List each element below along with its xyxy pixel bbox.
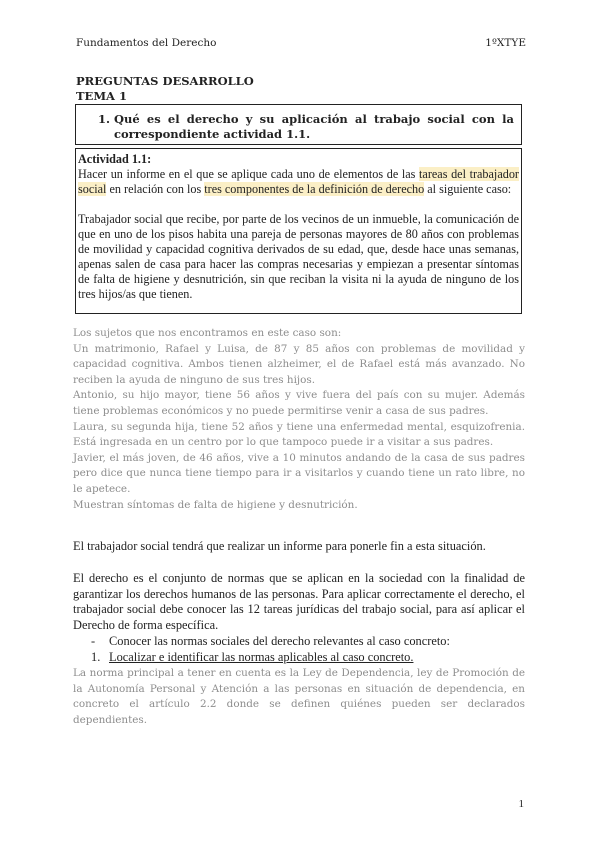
- header-group: 1ºXTYE: [485, 37, 526, 49]
- item-text: Localizar e identificar las normas aplicables al caso concreto.: [109, 650, 414, 664]
- activity-text-a: Hacer un informe en el que se aplique cada uno de elementos de las: [78, 167, 420, 181]
- report-paragraph: El trabajador social tendrá que realizar un informe para ponerle fin a esta situación.: [73, 539, 486, 553]
- subject-symptoms: Muestran síntomas de falta de higiene y desnutrición.: [73, 498, 358, 511]
- section-title: PREGUNTAS DESARROLLO: [76, 74, 254, 88]
- activity-instructions: [78, 167, 519, 197]
- definition-paragraph: El derecho es el conjunto de normas que se aplican en la sociedad con la finalidad de garantizar los derechos humanos de las personas. Para aplicar correctamente el derecho, el trabajador social debe conocer las 12 tareas jurídicas del trabajo social, para así aplicar el Derecho de forma específica.: [73, 571, 525, 632]
- bullet-dash: -: [91, 634, 96, 648]
- activity-text-c: al siguiente caso:: [424, 182, 512, 196]
- subject-couple: Un matrimonio, Rafael y Luisa, de 87 y 85 años con problemas de movilidad y capacidad cognitiva. Ambos tienen alzheimer, el de Rafael está más avanzado. No reciben la ayuda de ninguno de sus tres hijos.: [73, 342, 525, 386]
- subject-antonio: Antonio, su hijo mayor, tiene 56 años y vive fuera del país con su mujer. Además tiene problemas económicos y no puede permitirse venir a casa de sus padres.: [73, 389, 525, 417]
- subjects-intro: Los sujetos que nos encontramos en este caso son:: [73, 327, 342, 339]
- topic-title: TEMA 1: [76, 89, 127, 103]
- question-number: 1.: [98, 112, 111, 126]
- subjects-section: [73, 326, 525, 513]
- activity-label: Actividad 1.1:: [78, 152, 152, 166]
- subject-javier: Javier, el más joven, de 46 años, vive a 10 minutos andando de la casa de sus padres pero dice que nunca tiene tiempo para ir a visitarlos y cuando tiene un rato libre, no le apetece.: [73, 451, 525, 495]
- subject-laura: Laura, su segunda hija, tiene 52 años y tiene una enfermedad mental, esquizofrenia. Está ingresada en un centro por lo que tampoco puede ir a visitar a sus padres.: [73, 420, 525, 449]
- highlight-tareas: tareas del trabajador social: [78, 167, 519, 196]
- norm-paragraph: La norma principal a tener en cuenta es la Ley de Dependencia, ley de Promoción de la Autonomía Personal y Atención a las personas en situación de dependencia, en concreto el artículo 2.2 donde se definen quiénes pueden ser declarados dependientes.: [73, 667, 525, 726]
- header-course: Fundamentos del Derecho: [76, 37, 217, 49]
- question-text: Qué es el derecho y su aplicación al trabajo social con la correspondiente actividad 1.1.: [114, 112, 514, 141]
- item-number: 1.: [91, 650, 101, 664]
- activity-case: Trabajador social que recibe, por parte de los vecinos de un inmueble, la comunicación de que en uno de los pisos habita una pareja de personas mayores de 80 años con problemas de movilidad y capacidad cognitiva derivados de su edad, que, desde hace unas semanas, apenas salen de casa para hacer las compras necesarias y empiezan a presentar síntomas de falta de higiene y desnutrición, sin que reciban la visita ni la ayuda de ninguno de los tres hijos/as que tienen.: [78, 212, 519, 301]
- bullet-text: Conocer las normas sociales del derecho relevantes al caso concreto:: [109, 634, 450, 648]
- page-number: 1: [518, 798, 524, 810]
- question-box: [75, 104, 522, 145]
- activity-box: [75, 148, 522, 314]
- activity-text-b: en relación con los: [106, 182, 205, 196]
- highlight-componentes: tres componentes de la definición de derecho: [204, 182, 425, 196]
